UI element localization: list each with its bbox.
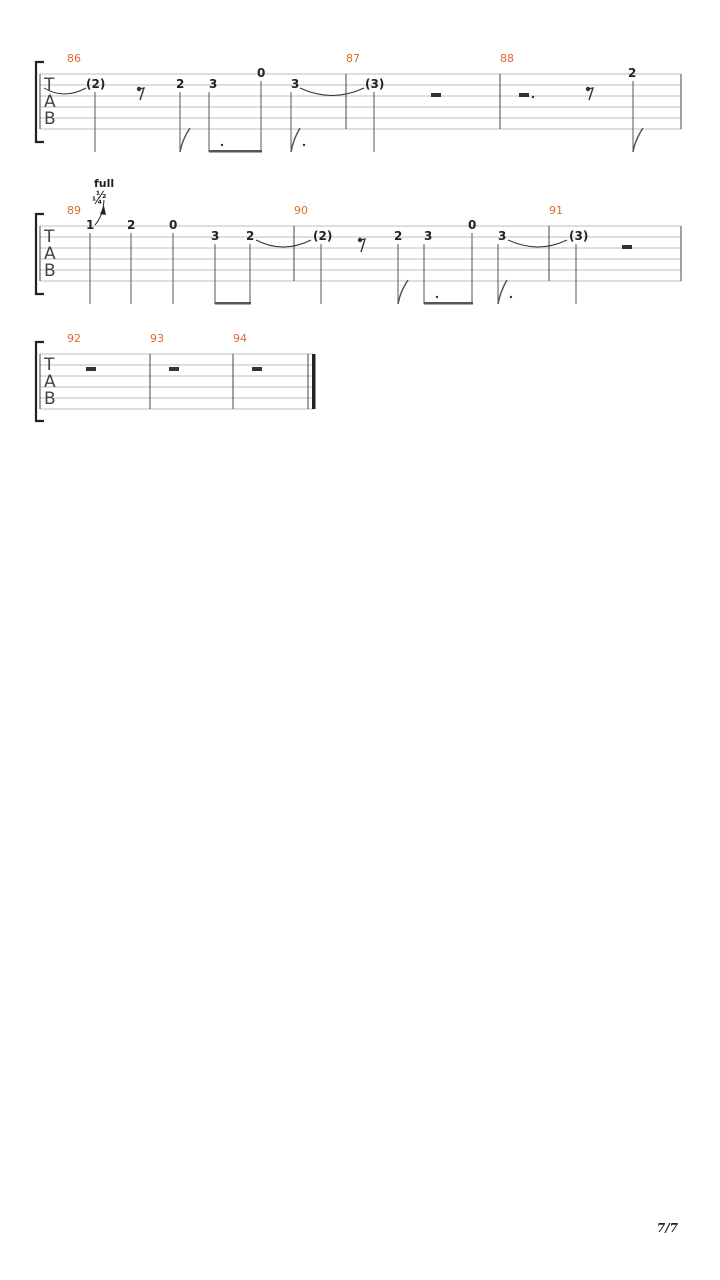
- dot: [303, 144, 305, 146]
- stems: [90, 233, 576, 304]
- fret-number: 3: [424, 229, 433, 243]
- fret-number: 2: [176, 77, 185, 91]
- tab-system-2: [36, 177, 681, 305]
- half-rest: [622, 245, 632, 249]
- measure-number: 88: [500, 52, 514, 65]
- measure-number: 87: [346, 52, 360, 65]
- beam: [209, 150, 262, 153]
- flag: [498, 280, 507, 304]
- dot: [221, 144, 223, 146]
- flag: [291, 128, 300, 152]
- staff-lines: [40, 74, 681, 129]
- barlines: [40, 74, 681, 129]
- tab-system-3: [36, 332, 316, 421]
- dot: [510, 296, 512, 298]
- whole-rest: [86, 367, 96, 371]
- beam: [424, 302, 473, 305]
- measure-number: 93: [150, 332, 164, 345]
- tab-label-a: A: [44, 372, 56, 392]
- tie: [300, 88, 364, 96]
- stems: [95, 81, 633, 152]
- measure-number: 94: [233, 332, 247, 345]
- staff-lines: [40, 354, 314, 409]
- fret-number: 3: [291, 77, 300, 91]
- tie: [256, 240, 311, 247]
- page-number: 7/7: [656, 1221, 678, 1235]
- tab-label-b: B: [44, 109, 56, 129]
- fret-number: (3): [569, 229, 589, 243]
- beam: [215, 302, 251, 305]
- tie: [508, 240, 567, 247]
- fret-number: 0: [468, 218, 477, 232]
- half-rest: [431, 93, 441, 97]
- eighth-rest: [358, 238, 365, 252]
- measure-number: 90: [294, 204, 308, 217]
- tab-label-a: A: [44, 244, 56, 264]
- tab-label-t: T: [44, 355, 55, 375]
- measure-number: 91: [549, 204, 563, 217]
- dotted-half-rest: [519, 93, 529, 97]
- fret-number: 3: [498, 229, 507, 243]
- fret-number: 3: [211, 229, 220, 243]
- tab-label-t: T: [44, 227, 55, 247]
- fret-number: (2): [86, 77, 106, 91]
- bend-marking: [92, 177, 114, 225]
- flag: [633, 128, 643, 152]
- eighth-rest: [137, 87, 144, 100]
- fret-number: 2: [246, 229, 255, 243]
- whole-rest: [252, 367, 262, 371]
- fret-number: 1: [86, 218, 95, 232]
- eighth-rest: [586, 87, 593, 100]
- barlines: [40, 354, 308, 409]
- fret-number: 0: [257, 66, 266, 80]
- bend-quarter: ¼: [92, 196, 103, 207]
- fret-number: 0: [169, 218, 178, 232]
- flag: [180, 128, 190, 152]
- whole-rest: [169, 367, 179, 371]
- dot: [532, 96, 534, 98]
- tab-label-b: B: [44, 389, 56, 409]
- bend-half: ½: [96, 190, 107, 201]
- measure-number: 89: [67, 204, 81, 217]
- flag: [398, 280, 408, 304]
- bend-amount: full: [94, 177, 115, 190]
- final-barline: [312, 354, 316, 409]
- fret-number: 2: [394, 229, 403, 243]
- measure-number: 92: [67, 332, 81, 345]
- fret-number: 3: [209, 77, 218, 91]
- fret-number: (2): [313, 229, 333, 243]
- dot: [436, 296, 438, 298]
- tab-label-t: T: [44, 75, 55, 95]
- tab-label-a: A: [44, 92, 56, 112]
- tab-label-b: B: [44, 261, 56, 281]
- tab-system-1: [36, 52, 681, 153]
- fret-number: 2: [127, 218, 136, 232]
- fret-number: (3): [365, 77, 385, 91]
- fret-number: 2: [628, 66, 637, 80]
- measure-number: 86: [67, 52, 81, 65]
